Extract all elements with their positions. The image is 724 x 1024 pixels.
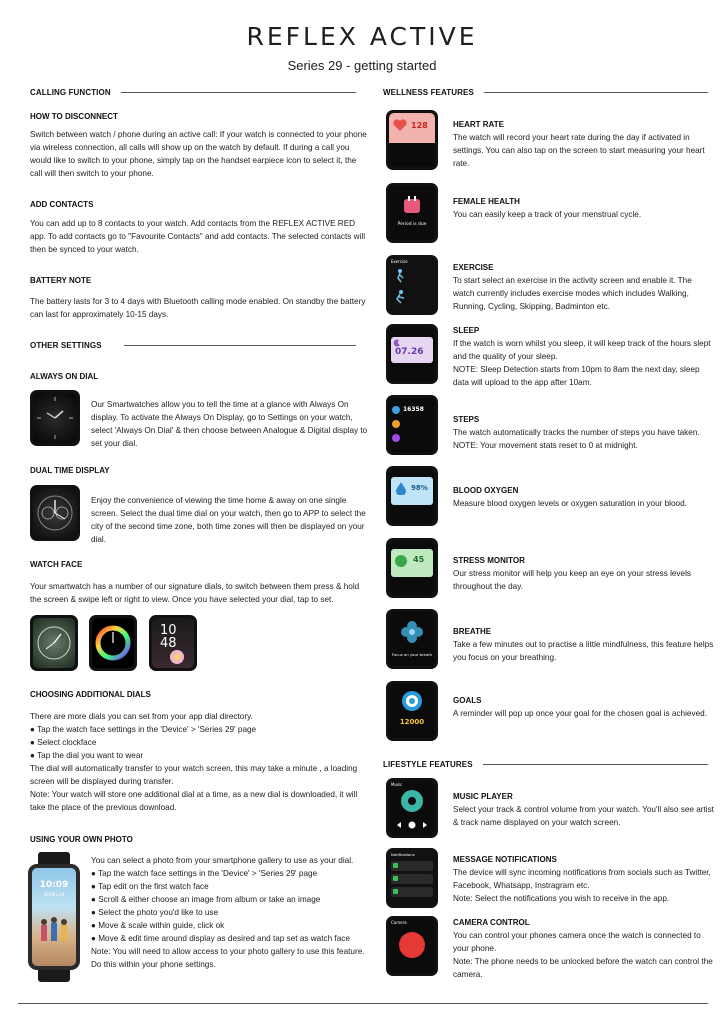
target-icon <box>401 690 423 712</box>
section-calling-function <box>30 88 356 97</box>
dial-sample-2 <box>89 615 137 671</box>
add-contacts-text: You can add up to 8 contacts to your watch. Add contacts from the REFLEX ACTIVE RED app. To add contacts go to "Favourite Contacts" and add contacts. The selected contacts will then be synced to your watch. <box>30 219 366 254</box>
text-line: ● Scroll & either choose an image from album or take an image <box>91 895 321 904</box>
dial-sample-1 <box>30 615 78 671</box>
photo-dial-time: 10:09 <box>39 880 69 890</box>
breathe-title: BREATHE <box>453 627 492 636</box>
text-line: ● Tap edit on the first watch face <box>91 882 209 891</box>
text-line: If the watch is worn whilst you sleep, it will keep track of the hours slept and the quality of your sleep. <box>453 339 711 361</box>
text-line: The watch automatically tracks the number of steps you have taken. <box>453 428 700 437</box>
brand-title: REFLEX ACTIVE <box>246 22 478 51</box>
camera-watch-image <box>386 916 438 976</box>
steps-icon <box>392 406 400 414</box>
exercise-screen-label: Exercise <box>391 259 408 264</box>
goals-value: 12000 <box>399 718 425 726</box>
breathe-text: Take a few minutes out to practise a little mindfulness, this feature helps you focus on your breathing. <box>453 640 714 662</box>
dial-digital-time: 10 48 <box>160 623 177 651</box>
photo-dial-label: SERIES 29 <box>43 892 65 897</box>
flower-decoration-icon <box>166 648 188 666</box>
section-wellness-features <box>383 88 708 97</box>
text-note: Note: The phone needs to be unlocked before the watch can control the camera. <box>453 957 713 979</box>
text-line: ● Tap the watch face settings in the 'Device' > 'Series 29' page <box>91 869 318 878</box>
sleep-value: 07.26 <box>395 347 424 357</box>
section-title: OTHER SETTINGS <box>30 341 102 350</box>
droplet-icon <box>395 481 407 495</box>
own-photo-title: USING YOUR OWN PHOTO <box>30 835 133 844</box>
music-watch-image <box>386 778 438 838</box>
sleep-title: SLEEP <box>453 326 480 335</box>
text-note: NOTE: Your movement stats reset to 0 at midnight. <box>453 441 638 450</box>
calendar-icon <box>403 196 421 214</box>
how-to-disconnect-text: Switch between watch / phone during an active call: If your watch is connected to your phone via wireless connection, all calls will show up on the watch by default. If during a call you would like to switch to your phone, simply tap on the handset earpiece icon to select it, the call will then switch to your phone. <box>30 130 367 178</box>
stress-text: Our stress monitor will help you keep an eye on your stress levels throughout the day. <box>453 569 691 591</box>
text-line: The dial will automatically transfer to your watch screen, this may take a minute , a loading screen will be displayed during transfer. <box>30 764 358 786</box>
dual-dial-icon <box>33 488 77 538</box>
sleep-watch-image <box>386 324 438 384</box>
female-health-title: FEMALE HEALTH <box>453 197 520 206</box>
always-on-watch-image <box>30 390 80 446</box>
section-other-settings <box>30 341 356 350</box>
exercise-title: EXERCISE <box>453 263 494 272</box>
text-line: There are more dials you can set from your app dial directory. <box>30 712 253 721</box>
page-subtitle: Series 29 - getting started <box>287 58 437 73</box>
heart-rate-watch-image <box>386 110 438 170</box>
text-line: ● Tap the dial you want to wear <box>30 751 144 760</box>
notifications-text <box>453 866 715 905</box>
steps-watch-image <box>386 395 438 455</box>
add-contacts-title: ADD CONTACTS <box>30 200 94 209</box>
text-line: You can control your phones camera once the watch is connected to your phone. <box>453 931 701 953</box>
own-photo-text <box>91 854 371 971</box>
how-to-disconnect-title: HOW TO DISCONNECT <box>30 112 118 121</box>
notifications-watch-image <box>386 848 438 908</box>
blood-oxygen-title: BLOOD OXYGEN <box>453 486 519 495</box>
always-on-text: Our Smartwatches allow you to tell the time at a glance with Always On display. To activate the Always On Display, go to Settings on your watch, select 'Always On Dial' & then choose between Analogue & Digital display to set your dial. <box>91 400 368 448</box>
heart-rate-text: The watch will record your heart rate during the day if activated in settings. You can also tap on the screen to start measuring your heart rate. <box>453 133 705 168</box>
female-health-text: You can easily keep a track of your menstrual cycle. <box>453 210 642 219</box>
steps-value: 16358 <box>403 406 424 413</box>
heart-icon <box>393 119 407 132</box>
dual-time-watch-image <box>30 485 80 541</box>
steps-title: STEPS <box>453 415 480 424</box>
watch-face-title: WATCH FACE <box>30 560 83 569</box>
walking-icon <box>394 269 406 283</box>
section-title: WELLNESS FEATURES <box>383 88 474 97</box>
flame-icon <box>392 420 400 428</box>
heart-rate-value: 128 <box>411 121 428 130</box>
camera-title: CAMERA CONTROL <box>453 918 530 927</box>
text-line: You can select a photo from your smartphone gallery to use as your dial. <box>91 856 354 865</box>
text-note: NOTE: Sleep Detection starts from 10pm to 8am the next day, sleep data will upload to the app after 10am. <box>453 365 700 387</box>
section-lifestyle-features <box>383 760 708 769</box>
stress-value: 45 <box>413 555 425 564</box>
text-line: Note: You will need to allow access to your photo gallery to use this feature. Do this within your phone settings. <box>91 947 365 969</box>
breathe-value: Focus on your breath <box>391 652 433 657</box>
stress-watch-image <box>386 538 438 598</box>
music-title: MUSIC PLAYER <box>453 792 513 801</box>
always-on-title: ALWAYS ON DIAL <box>30 372 99 381</box>
exercise-watch-image <box>386 255 438 315</box>
text-line: ● Select clockface <box>30 738 97 747</box>
exercise-text: To start select an exercise in the activity screen and enable it. The watch currently includes exercise modes which includes Walking, Running, Cycling, Skipping, Badminton etc. <box>453 276 692 311</box>
running-icon <box>394 290 406 304</box>
message-icon <box>393 863 398 868</box>
analog-dial-icon <box>33 393 77 443</box>
footer-divider <box>18 1003 708 1004</box>
camera-icon <box>398 931 426 959</box>
moon-icon <box>393 339 401 347</box>
text-line: ● Move & scale within guide, click ok <box>91 921 225 930</box>
blood-oxygen-watch-image <box>386 466 438 526</box>
blood-oxygen-text: Measure blood oxygen levels or oxygen saturation in your blood. <box>453 499 687 508</box>
camera-text <box>453 929 715 981</box>
distance-icon <box>392 434 400 442</box>
dial-sample-3 <box>149 615 197 671</box>
section-title: CALLING FUNCTION <box>30 88 111 97</box>
text-note: Note: Select the notifications you wish to receive in the app. <box>453 894 670 903</box>
choosing-dials-text <box>30 710 370 814</box>
music-screen-label: Music <box>391 782 403 787</box>
choosing-dials-title: CHOOSING ADDITIONAL DIALS <box>30 690 151 699</box>
camera-screen-label: Camera <box>391 920 407 925</box>
stress-icon <box>394 554 408 568</box>
stress-title: STRESS MONITOR <box>453 556 525 565</box>
heart-rate-title: HEART RATE <box>453 120 504 129</box>
female-health-value: Period is due <box>397 222 427 227</box>
message-icon <box>393 889 398 894</box>
battery-note-text: The battery lasts for 3 to 4 days with Bluetooth calling mode enabled. On standby the battery can last for approximately 10-15 days. <box>30 297 366 319</box>
breathe-watch-image <box>386 609 438 669</box>
female-health-watch-image <box>386 183 438 243</box>
own-photo-watch-image <box>24 852 84 982</box>
goals-text: A reminder will pop up once your goal for the chosen goal is achieved. <box>453 709 707 718</box>
blood-oxygen-value: 98% <box>411 484 428 492</box>
dual-time-text: Enjoy the convenience of viewing the time home & away on one single screen. Select the dual time dial on your watch, then go to APP to select the city of the second time zone, both time zones will then be displayed on your dial. <box>91 496 366 544</box>
section-title: LIFESTYLE FEATURES <box>383 760 473 769</box>
text-line: Note: Your watch will store one additional dial at a time, as a new dial is downloaded, it will take the place of the previous download. <box>30 790 358 812</box>
music-text: Select your track & control volume from your watch. You'll also see artist & track name displayed on your watch screen. <box>453 805 714 827</box>
goals-title: GOALS <box>453 696 482 705</box>
dual-time-title: DUAL TIME DISPLAY <box>30 466 110 475</box>
flower-icon <box>400 620 424 644</box>
people-photo-icon <box>36 912 72 962</box>
music-icon <box>400 789 424 813</box>
text-line: ● Tap the watch face settings in the 'Device' > 'Series 29' page <box>30 725 257 734</box>
steps-text <box>453 426 715 452</box>
watch-face-text: Your smartwatch has a number of our signature dials, to switch between them press & hold the screen & swipe left or right to view. Once you have selected your dial, tap to set. <box>30 582 360 604</box>
playback-controls-icon <box>395 821 429 829</box>
notifications-screen-label: Notifications <box>391 852 415 857</box>
notifications-title: MESSAGE NOTIFICATIONS <box>453 855 557 864</box>
battery-note-title: BATTERY NOTE <box>30 276 92 285</box>
sleep-text <box>453 337 715 389</box>
message-icon <box>393 876 398 881</box>
text-line: The device will sync incoming notifications from socials such as Twitter, Facebook, Whatsapp, Instragram etc. <box>453 868 711 890</box>
text-line: ● Move & edit time around display as desired and tap set as watch face <box>91 934 350 943</box>
text-line: ● Select the photo you'd like to use <box>91 908 219 917</box>
goals-watch-image <box>386 681 438 741</box>
